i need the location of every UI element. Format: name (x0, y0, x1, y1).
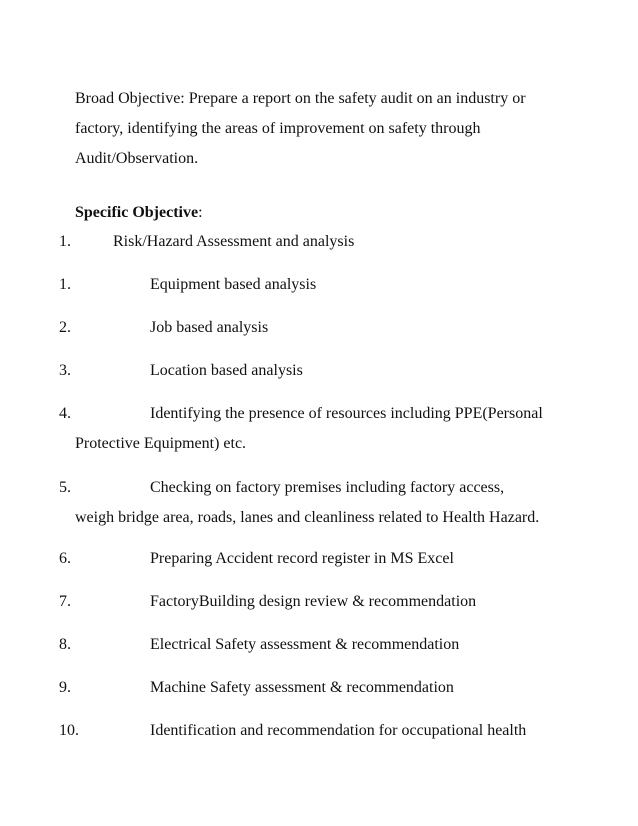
specific-objective-label: Specific Objective (75, 204, 199, 221)
list-item (0, 676, 638, 700)
list-item-number: 3. (59, 362, 71, 379)
list-item-number: 4. (59, 405, 71, 422)
list-item-number: 8. (59, 636, 71, 653)
list-item-text: Machine Safety assessment & recommendation (150, 679, 454, 696)
list-item-number: 5. (59, 479, 71, 496)
list-item-number: 1. (59, 276, 71, 293)
list-item-text: Checking on factory premises including factory access, (150, 479, 505, 496)
list-item-text: Location based analysis (150, 362, 303, 379)
list-item (0, 547, 638, 571)
specific-objective-colon: : (198, 204, 203, 221)
list-item (0, 633, 638, 657)
list-item-text: Identification and recommendation for occupational health (150, 722, 527, 739)
list-item-continuation: weigh bridge area, roads, lanes and cleanliness related to Health Hazard. (75, 509, 540, 526)
list-item (0, 402, 638, 426)
list-item-number: 6. (59, 550, 71, 567)
broad-objective-line-2: factory, identifying the areas of improvement on safety through (75, 120, 481, 137)
list-item-text: FactoryBuilding design review & recommendation (150, 593, 477, 610)
list-item-text: Preparing Accident record register in MS Excel (150, 550, 454, 567)
list-item-number: 9. (59, 679, 71, 696)
list-item (0, 359, 638, 383)
list-item-text: Identifying the presence of resources including PPE(Personal (150, 405, 543, 422)
list-item-text: Equipment based analysis (150, 276, 317, 293)
list-item-number: 10. (59, 722, 79, 739)
list-item-number: 1. (59, 233, 71, 250)
list-item-text: Risk/Hazard Assessment and analysis (113, 233, 355, 250)
list-item-number: 7. (59, 593, 71, 610)
list-item (0, 719, 638, 743)
list-item-continuation: Protective Equipment) etc. (75, 435, 247, 452)
list-item (0, 476, 638, 500)
list-item-text: Job based analysis (150, 319, 269, 336)
list-item (0, 230, 638, 254)
list-item-text: Electrical Safety assessment & recommendation (150, 636, 460, 653)
specific-objective-heading (75, 198, 595, 228)
list-item-number: 2. (59, 319, 71, 336)
list-item (0, 273, 638, 297)
broad-objective-line-3: Audit/Observation. (75, 150, 199, 167)
broad-objective-line-1: Broad Objective: Prepare a report on the safety audit on an industry or (75, 90, 526, 107)
list-item (0, 590, 638, 614)
list-item (0, 316, 638, 340)
broad-objective-paragraph (75, 84, 595, 174)
